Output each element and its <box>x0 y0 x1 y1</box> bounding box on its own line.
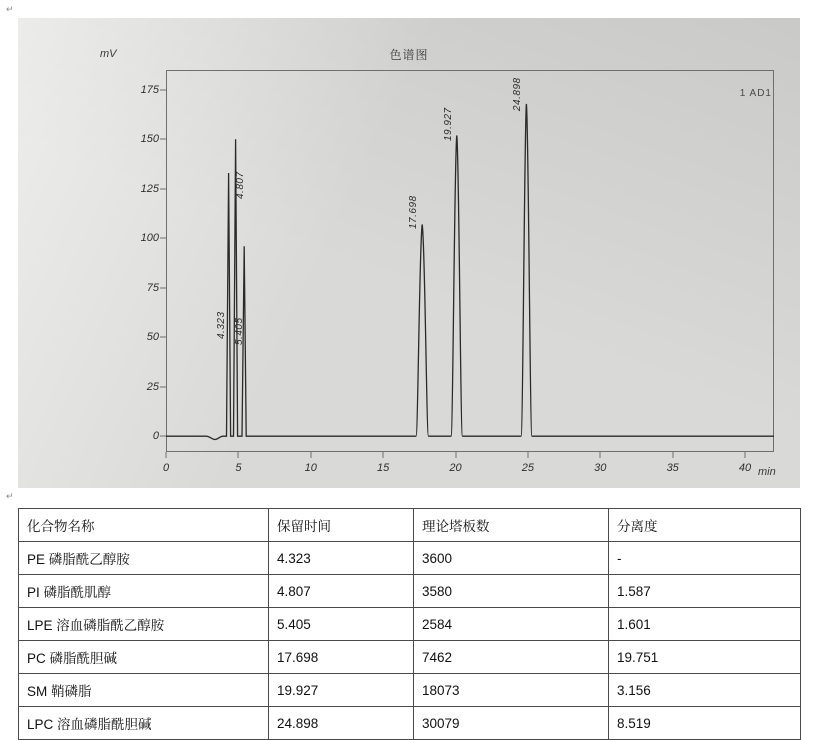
y-tick-label-50: 50 <box>146 331 159 344</box>
x-axis-unit-label: min <box>758 466 776 478</box>
y-axis-unit-label: mV <box>100 48 117 60</box>
table-row <box>19 674 801 707</box>
table-row <box>19 608 801 641</box>
cell-resolution: 1.587 <box>609 575 801 608</box>
x-tick-label-30: 30 <box>594 462 607 474</box>
y-tick-label-75: 75 <box>146 281 159 294</box>
table-header-row <box>19 509 801 542</box>
peak-label-4-323: 4.323 <box>216 311 227 339</box>
cell-compound: PI 磷脂酰肌醇 <box>19 575 269 608</box>
detector-channel-label: 1 AD1 <box>739 88 772 99</box>
cell-retention-time: 19.927 <box>269 674 414 707</box>
y-tick-label-100: 100 <box>140 232 159 245</box>
y-tick-label-175: 175 <box>140 83 159 96</box>
x-tick-label-10: 10 <box>304 462 317 474</box>
column-header-compound: 化合物名称 <box>19 509 269 542</box>
stray-mark-top: ↵ <box>6 4 14 14</box>
cell-resolution: 8.519 <box>609 707 801 740</box>
peak-label-19-927: 19.927 <box>443 107 454 141</box>
y-tick-label-150: 150 <box>140 133 159 146</box>
cell-theoretical-plates: 30079 <box>414 707 609 740</box>
column-header-retention-time: 保留时间 <box>269 509 414 542</box>
cell-theoretical-plates: 18073 <box>414 674 609 707</box>
cell-compound: PE 磷脂酰乙醇胺 <box>19 542 269 575</box>
x-tick-label-5: 5 <box>235 462 242 474</box>
cell-theoretical-plates: 2584 <box>414 608 609 641</box>
cell-retention-time: 5.405 <box>269 608 414 641</box>
chromatogram-image <box>18 18 800 488</box>
cell-theoretical-plates: 3600 <box>414 542 609 575</box>
cell-compound: LPE 溶血磷脂酰乙醇胺 <box>19 608 269 641</box>
table-row <box>19 575 801 608</box>
table-row <box>19 641 801 674</box>
x-tick-label-40: 40 <box>738 462 752 474</box>
x-tick-label-15: 15 <box>376 462 390 474</box>
cell-compound: SM 鞘磷脂 <box>19 674 269 707</box>
cell-resolution: 19.751 <box>609 641 801 674</box>
peak-label-24-898: 24.898 <box>512 77 523 111</box>
cell-retention-time: 4.323 <box>269 542 414 575</box>
column-header-theoretical-plates: 理论塔板数 <box>414 509 609 542</box>
x-tick-label-0: 0 <box>162 462 170 474</box>
x-tick-label-35: 35 <box>666 462 679 474</box>
stray-mark-middle: ↵ <box>6 491 14 501</box>
cell-retention-time: 4.807 <box>269 575 414 608</box>
cell-resolution: 1.601 <box>609 608 801 641</box>
y-tick-label-125: 125 <box>140 182 159 195</box>
cell-retention-time: 24.898 <box>269 707 414 740</box>
cell-retention-time: 17.698 <box>269 641 414 674</box>
y-tick-label-25: 25 <box>146 380 159 393</box>
chart-title: 色谱图 <box>389 48 429 62</box>
peak-label-4-807: 4.807 <box>235 171 246 199</box>
column-header-resolution: 分离度 <box>609 509 801 542</box>
cell-theoretical-plates: 7462 <box>414 641 609 674</box>
cell-compound: LPC 溶血磷脂酰胆碱 <box>19 707 269 740</box>
cell-compound: PC 磷脂酰胆碱 <box>19 641 269 674</box>
x-tick-label-20: 20 <box>449 462 462 474</box>
chromatogram-trace <box>166 70 774 452</box>
cell-resolution: - <box>609 542 801 575</box>
peak-label-5-405: 5.405 <box>234 317 245 345</box>
y-tick-label-0: 0 <box>152 430 159 443</box>
table-row <box>19 542 801 575</box>
results-table-wrapper <box>18 508 800 740</box>
results-table <box>18 508 801 740</box>
table-row <box>19 707 801 740</box>
cell-resolution: 3.156 <box>609 674 801 707</box>
cell-theoretical-plates: 3580 <box>414 575 609 608</box>
peak-label-17-698: 17.698 <box>408 195 419 229</box>
x-tick-label-25: 25 <box>521 462 535 474</box>
